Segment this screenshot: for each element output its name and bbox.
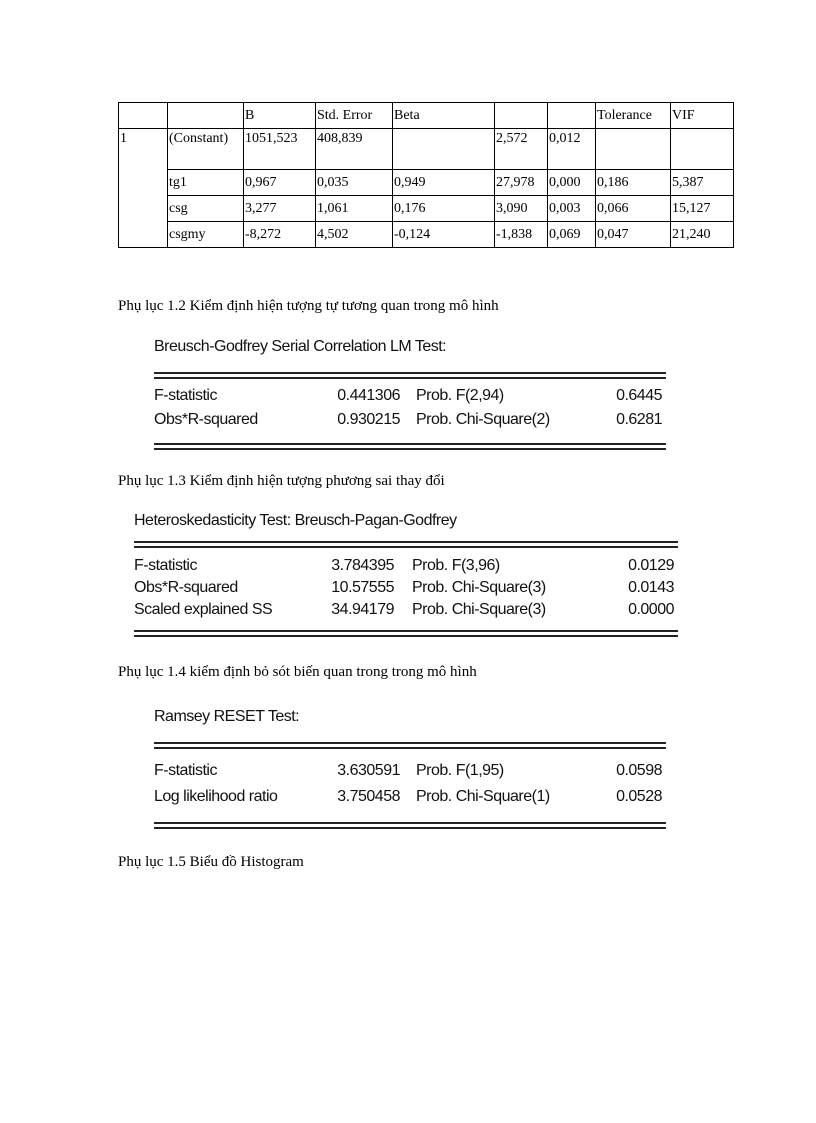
prob-value: 0.0129 <box>628 557 674 574</box>
t-value: 2,572 <box>495 129 548 170</box>
stat-label: F-statistic <box>134 557 197 574</box>
stat-row <box>154 788 666 808</box>
stat-row <box>154 387 666 407</box>
table-row <box>119 222 734 248</box>
table-row <box>119 196 734 222</box>
sig-value: 0,012 <box>548 129 596 170</box>
header-cell <box>119 103 168 129</box>
stat-label: Log likelihood ratio <box>154 788 278 805</box>
prob-label: Prob. Chi-Square(3) <box>412 579 546 596</box>
beta-value <box>393 129 495 170</box>
sig-value: 0,000 <box>548 170 596 196</box>
t-value: 3,090 <box>495 196 548 222</box>
b-value: 1051,523 <box>244 129 316 170</box>
serial-correlation-test-output <box>154 338 666 456</box>
vif-value: 21,240 <box>671 222 734 248</box>
b-value: 3,277 <box>244 196 316 222</box>
prob-label: Prob. F(1,95) <box>416 762 504 779</box>
b-value: -8,272 <box>244 222 316 248</box>
header-cell: B <box>244 103 316 129</box>
stat-value: 0.441306 <box>337 387 400 404</box>
se-value: 1,061 <box>316 196 393 222</box>
stat-row <box>134 579 678 599</box>
double-rule <box>134 541 678 548</box>
double-rule <box>154 372 666 379</box>
stat-row <box>134 557 678 577</box>
prob-label: Prob. Chi-Square(1) <box>416 788 550 805</box>
caption-appendix-1-3: Phụ lục 1.3 Kiểm định hiện tượng phương sai thay đổi <box>118 473 445 489</box>
table-row <box>119 170 734 196</box>
vif-value <box>671 129 734 170</box>
prob-label: Prob. Chi-Square(2) <box>416 411 550 428</box>
stat-value: 10.57555 <box>331 579 394 596</box>
stat-label: F-statistic <box>154 387 217 404</box>
var-name: csgmy <box>168 222 244 248</box>
header-cell: Tolerance <box>596 103 671 129</box>
heteroskedasticity-test-output <box>134 512 678 642</box>
beta-value: 0,176 <box>393 196 495 222</box>
caption-appendix-1-4: Phụ lục 1.4 kiểm định bỏ sót biến quan trong trong mô hình <box>118 664 477 680</box>
b-value: 0,967 <box>244 170 316 196</box>
stat-label: Obs*R-squared <box>134 579 238 596</box>
beta-value: -0,124 <box>393 222 495 248</box>
double-rule <box>154 822 666 829</box>
prob-value: 0.0528 <box>616 788 662 805</box>
stat-value: 34.94179 <box>331 601 394 618</box>
var-name: tg1 <box>168 170 244 196</box>
coefficients-table <box>118 102 734 248</box>
prob-value: 0.0598 <box>616 762 662 779</box>
stat-label: F-statistic <box>154 762 217 779</box>
tolerance-value <box>596 129 671 170</box>
tolerance-value: 0,066 <box>596 196 671 222</box>
double-rule <box>154 742 666 749</box>
stat-value: 0.930215 <box>337 411 400 428</box>
prob-value: 0.6281 <box>616 411 662 428</box>
sig-value: 0,069 <box>548 222 596 248</box>
beta-value: 0,949 <box>393 170 495 196</box>
prob-value: 0.0000 <box>628 601 674 618</box>
ramsey-reset-test-output <box>154 708 666 832</box>
stat-value: 3.784395 <box>331 557 394 574</box>
double-rule <box>154 443 666 450</box>
var-name: csg <box>168 196 244 222</box>
stat-label: Scaled explained SS <box>134 601 273 618</box>
model-label: 1 <box>119 129 168 248</box>
t-value: -1,838 <box>495 222 548 248</box>
var-name: (Constant) <box>168 129 244 170</box>
prob-label: Prob. F(3,96) <box>412 557 500 574</box>
prob-label: Prob. Chi-Square(3) <box>412 601 546 618</box>
test-title: Heteroskedasticity Test: Breusch-Pagan-Godfrey <box>134 512 457 529</box>
header-cell <box>168 103 244 129</box>
prob-value: 0.6445 <box>616 387 662 404</box>
table-row <box>119 129 734 170</box>
caption-appendix-1-2: Phụ lục 1.2 Kiểm định hiện tượng tự tương quan trong mô hình <box>118 298 499 314</box>
table-header-row <box>119 103 734 129</box>
prob-value: 0.0143 <box>628 579 674 596</box>
header-cell: VIF <box>671 103 734 129</box>
stat-label: Obs*R-squared <box>154 411 258 428</box>
header-cell: Std. Error <box>316 103 393 129</box>
tolerance-value: 0,047 <box>596 222 671 248</box>
stat-value: 3.630591 <box>337 762 400 779</box>
vif-value: 5,387 <box>671 170 734 196</box>
vif-value: 15,127 <box>671 196 734 222</box>
stat-row <box>134 601 678 621</box>
tolerance-value: 0,186 <box>596 170 671 196</box>
stat-value: 3.750458 <box>337 788 400 805</box>
se-value: 4,502 <box>316 222 393 248</box>
test-title: Breusch-Godfrey Serial Correlation LM Test: <box>154 338 447 355</box>
sig-value: 0,003 <box>548 196 596 222</box>
header-cell <box>548 103 596 129</box>
t-value: 27,978 <box>495 170 548 196</box>
test-title: Ramsey RESET Test: <box>154 708 300 725</box>
prob-label: Prob. F(2,94) <box>416 387 504 404</box>
stat-row <box>154 762 666 782</box>
stat-row <box>154 411 666 431</box>
header-cell <box>495 103 548 129</box>
double-rule <box>134 630 678 637</box>
header-cell: Beta <box>393 103 495 129</box>
se-value: 0,035 <box>316 170 393 196</box>
se-value: 408,839 <box>316 129 393 170</box>
caption-appendix-1-5: Phụ lục 1.5 Biểu đồ Histogram <box>118 854 304 870</box>
